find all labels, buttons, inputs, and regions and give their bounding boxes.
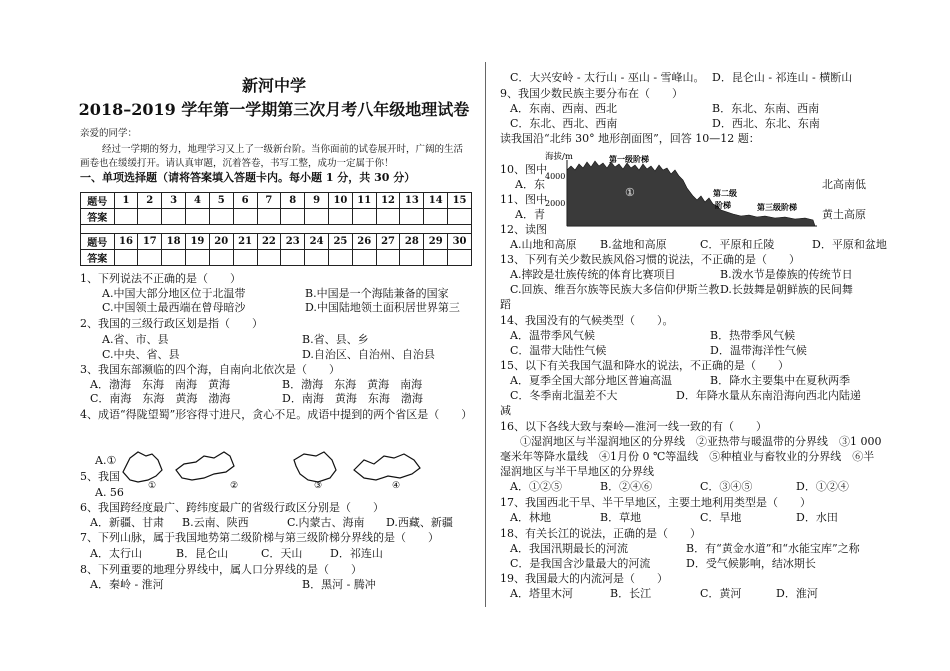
table-cell: 12 [376,193,400,209]
answer-cell[interactable] [233,250,257,266]
table-cell: 15 [448,193,472,209]
option: C．冬季南北温差不大 [510,389,618,402]
answer-cell[interactable] [257,209,281,225]
map-label: ③ [314,481,323,490]
option-truncated: 北高南低 [822,178,866,191]
answer-cell[interactable] [352,209,376,225]
table-cell: 23 [281,234,305,250]
answer-cell[interactable] [400,209,424,225]
option: C．南海 东海 黄海 渤海 [90,392,231,405]
option: C.中央、省、县 [102,348,180,361]
option: C.内蒙古、海南 [287,516,365,529]
question-10-truncated: 10、图中 [500,163,547,176]
map-label: ④ [392,481,401,490]
option: D．平原和盆地 [812,238,887,251]
option: A．新疆、甘肃 [90,516,164,529]
option: C．温带大陆性气候 [510,344,607,357]
option: C．旱地 [700,511,742,524]
step-label: 第二级 [713,188,737,198]
option: D．水田 [796,511,838,524]
answer-cell[interactable] [162,209,186,225]
option: B.盆地和高原 [600,238,667,251]
option: A.中国大部分地区位于北温带 [102,287,246,300]
region-marker: ① [625,186,635,199]
table-label: 答案 [81,250,115,266]
option-truncated: A．青 [515,208,545,221]
answer-table-ans-row-2 [81,250,472,266]
table-cell: 26 [352,234,376,250]
table-cell: 5 [209,193,233,209]
option: D．祁连山 [330,547,383,560]
question-16-line: 湿润地区与半干旱地区的分界线 [500,465,654,478]
option: D.中国陆地领土面积居世界第三 [305,301,460,314]
option: C．黄河 [700,587,742,600]
answer-cell[interactable] [305,209,329,225]
option: A.山地和高原 [510,238,577,251]
table-cell: 10 [328,193,352,209]
option: A.省、市、县 [102,333,169,346]
answer-cell[interactable] [138,250,162,266]
answer-table-ans-row-1 [81,209,472,225]
question-16-line: 毫米年等降水量线 ④1月份 0 ℃等温线 ⑤种植业与畜牧业的分界线 ⑥半 [500,450,875,463]
option: D．南海 黄海 东海 渤海 [282,392,423,405]
option: D.自治区、自治州、自治县 [302,348,435,361]
answer-cell[interactable] [162,250,186,266]
option: D．温带海洋性气候 [710,344,807,357]
table-cell: 11 [352,193,376,209]
option: A．塔里木河 [510,587,573,600]
option: D.长鼓舞是朝鲜族的民间舞 [720,283,853,296]
option: B．东北、东南、西南 [712,102,820,115]
option: A．①②⑤ [510,480,562,493]
option-continued: 蹈 [500,298,511,311]
option: A．林地 [510,511,551,524]
province-outline [176,452,234,480]
step-label: 阶梯 [715,200,731,210]
option: D．年降水量从东南沿海向西北内陆递 [676,389,861,402]
option: D.西藏、新疆 [386,516,453,529]
answer-cell[interactable] [281,209,305,225]
answer-cell[interactable] [448,250,472,266]
table-cell: 6 [233,193,257,209]
table-cell: 22 [257,234,281,250]
table-cell: 9 [305,193,329,209]
option: B．渤海 东海 黄海 南海 [282,378,423,391]
question-16-line: ①湿润地区与半湿润地区的分界线 ②亚热带与暖温带的分界线 ③1 000 [520,435,882,448]
table-cell: 19 [186,234,210,250]
map-label: ② [230,481,239,490]
question-17: 17、我国西北干旱、半干旱地区，主要土地利用类型是（ ） [500,496,811,509]
terrain-profile-diagram [545,150,820,232]
question-11-truncated: 11、图中 [500,193,547,206]
option: A.摔跤是壮族传统的体育比赛项目 [510,268,676,281]
answer-cell[interactable] [424,209,448,225]
table-cell: 13 [400,193,424,209]
answer-table-num-row-1 [81,193,472,209]
table-label: 题号 [81,234,115,250]
question-4: 4、成语“得陇望蜀”形容得寸进尺，贪心不足。成语中提到的两个省区是（ ） [80,408,473,421]
question-7: 7、下列山脉，属于我国地势第二级阶梯与第三级阶梯分界线的是（ ） [80,531,439,544]
answer-cell[interactable] [209,250,233,266]
table-cell: 25 [328,234,352,250]
option: C．③④⑤ [700,480,753,493]
option-truncated: A. 56 [95,486,124,499]
intro-line-1: 经过一学期的努力，地理学习又上了一级新台阶。当你面前的试卷展开时，广阔的生活 [102,144,464,155]
table-cell: 16 [114,234,138,250]
table-cell: 3 [162,193,186,209]
option: B．热带季风气候 [710,329,796,342]
answer-cell[interactable] [376,250,400,266]
question-1: 1、下列说法不正确的是（ ） [80,272,241,285]
answer-cell[interactable] [328,209,352,225]
option: C.中国领土最西端在曾母暗沙 [102,301,246,314]
question-3: 3、我国东部濒临的四个海，自南向北依次是（ ） [80,363,340,376]
table-cell: 4 [186,193,210,209]
answer-cell[interactable] [281,250,305,266]
province-outline [123,452,162,482]
question-15: 15、以下有关我国气温和降水的说法，不正确的是（ ） [500,359,789,372]
column-divider [485,62,486,607]
option: B.云南、陕西 [182,516,249,529]
intro-greeting: 亲爱的同学： [80,128,138,139]
section-1-heading: 一、单项选择题（请将答案填入答题卡内。每小题 1 分，共 30 分） [80,171,416,184]
option: A．渤海 东海 南海 黄海 [90,378,230,391]
answer-cell[interactable] [186,250,210,266]
answer-cell[interactable] [352,250,376,266]
answer-cell[interactable] [328,250,352,266]
table-cell: 29 [424,234,448,250]
option: C．大兴安岭 - 太行山 - 巫山 - 雪峰山。 [510,71,705,84]
option: B．昆仑山 [176,547,229,560]
option-truncated: A.① [95,454,117,467]
option: B．②④⑥ [600,480,653,493]
province-outline-maps [118,446,438,490]
option: A．夏季全国大部分地区普遍高温 [510,374,672,387]
answer-cell[interactable] [376,209,400,225]
table-cell: 21 [233,234,257,250]
answer-cell[interactable] [257,250,281,266]
option: B．长江 [610,587,652,600]
option: D．西北、东北、东南 [712,117,820,130]
axis-label: 海拔/m [545,152,573,162]
option: B.省、县、乡 [302,333,369,346]
option: A．东南、西南、西北 [510,102,617,115]
option: A．秦岭 - 淮河 [90,578,164,591]
answer-cell[interactable] [400,250,424,266]
exam-title: 2018–2019 学年第一学期第三次月考八年级地理试卷 [78,100,470,119]
option: C．天山 [261,547,303,560]
province-outline [294,452,336,482]
option: B.泼水节是傣族的传统节日 [720,268,853,281]
answer-cell[interactable] [424,250,448,266]
table-label: 答案 [81,209,115,225]
question-6: 6、我国跨经度最广、跨纬度最广的省级行政区分别是（ ） [80,501,384,514]
answer-cell[interactable] [305,250,329,266]
option: B．草地 [600,511,642,524]
option: B．黑河 - 腾冲 [302,578,376,591]
question-16: 16、以下各线大致与秦岭—淮河一线一致的有（ ） [500,420,767,433]
table-label: 题号 [81,193,115,209]
table-cell: 24 [305,234,329,250]
question-19: 19、我国最大的内流河是（ ） [500,572,668,585]
option-truncated: 黄土高原 [822,208,866,221]
answer-cell[interactable] [186,209,210,225]
question-18: 18、有关长江的说法，正确的是（ ） [500,527,701,540]
table-cell: 1 [114,193,138,209]
option: C．平原和丘陵 [700,238,775,251]
table-cell: 27 [376,234,400,250]
question-12-truncated: 12、读图 [500,223,547,236]
answer-cell[interactable] [209,209,233,225]
question-14: 14、我国没有的气候类型（ ）。 [500,314,674,327]
school-name: 新河中学 [241,76,306,95]
option: C.回族、维吾尔族等民族大多信仰伊斯兰教 [510,283,720,296]
option: C．是我国含沙量最大的河流 [510,557,651,570]
table-cell: 14 [424,193,448,209]
intro-line-2: 画卷也在缓缓打开。请认真审题，沉着答卷，书写工整，成功一定属于你！ [80,158,394,169]
step-label: 第三级阶梯 [757,202,797,212]
question-9: 9、我国少数民族主要分布在（ ） [500,87,683,100]
option: B．降水主要集中在夏秋两季 [710,374,851,387]
table-cell: 8 [281,193,305,209]
table-cell: 2 [138,193,162,209]
table-cell: 7 [257,193,281,209]
table-cell: 20 [209,234,233,250]
question-2: 2、我国的三级行政区划是指（ ） [80,317,263,330]
step-label: 第一级阶梯 [609,154,649,164]
option-truncated: A．东 [515,178,545,191]
y-tick-label: 2000 [545,199,566,208]
option: A．温带季风气候 [510,329,595,342]
profile-intro: 读我国沿“北纬 30° 地形剖面图”，回答 10—12 题： [500,132,760,145]
option: D．昆仑山 - 祁连山 - 横断山 [712,71,853,84]
y-tick-label: 4000 [545,172,566,181]
option: C．东北、西北、西南 [510,117,618,130]
map-label: ① [148,481,157,490]
option: D．淮河 [776,587,818,600]
answer-table-num-row-2 [81,234,472,250]
option: B．有“黄金水道”和“水能宝库”之称 [686,542,860,555]
option: B.中国是一个海陆兼备的国家 [305,287,449,300]
question-13: 13、下列有关少数民族风俗习惯的说法，不正确的是（ ） [500,253,800,266]
terrain-fill [567,161,815,226]
option: D．①②④ [796,480,849,493]
province-outline [354,454,420,480]
option: A．太行山 [90,547,142,560]
answer-table [80,192,472,266]
question-8: 8、下列重要的地理分界线中，属人口分界线的是（ ） [80,563,362,576]
table-cell: 17 [138,234,162,250]
answer-cell[interactable] [448,209,472,225]
answer-cell[interactable] [114,250,138,266]
table-cell: 30 [448,234,472,250]
option-continued: 减 [500,404,511,417]
table-cell: 28 [400,234,424,250]
option: A．我国汛期最长的河流 [510,542,628,555]
answer-cell[interactable] [138,209,162,225]
option: D．受气候影响，结冰期长 [686,557,816,570]
table-cell: 18 [162,234,186,250]
question-5-truncated: 5、我国 [80,470,120,483]
answer-cell[interactable] [233,209,257,225]
answer-cell[interactable] [114,209,138,225]
